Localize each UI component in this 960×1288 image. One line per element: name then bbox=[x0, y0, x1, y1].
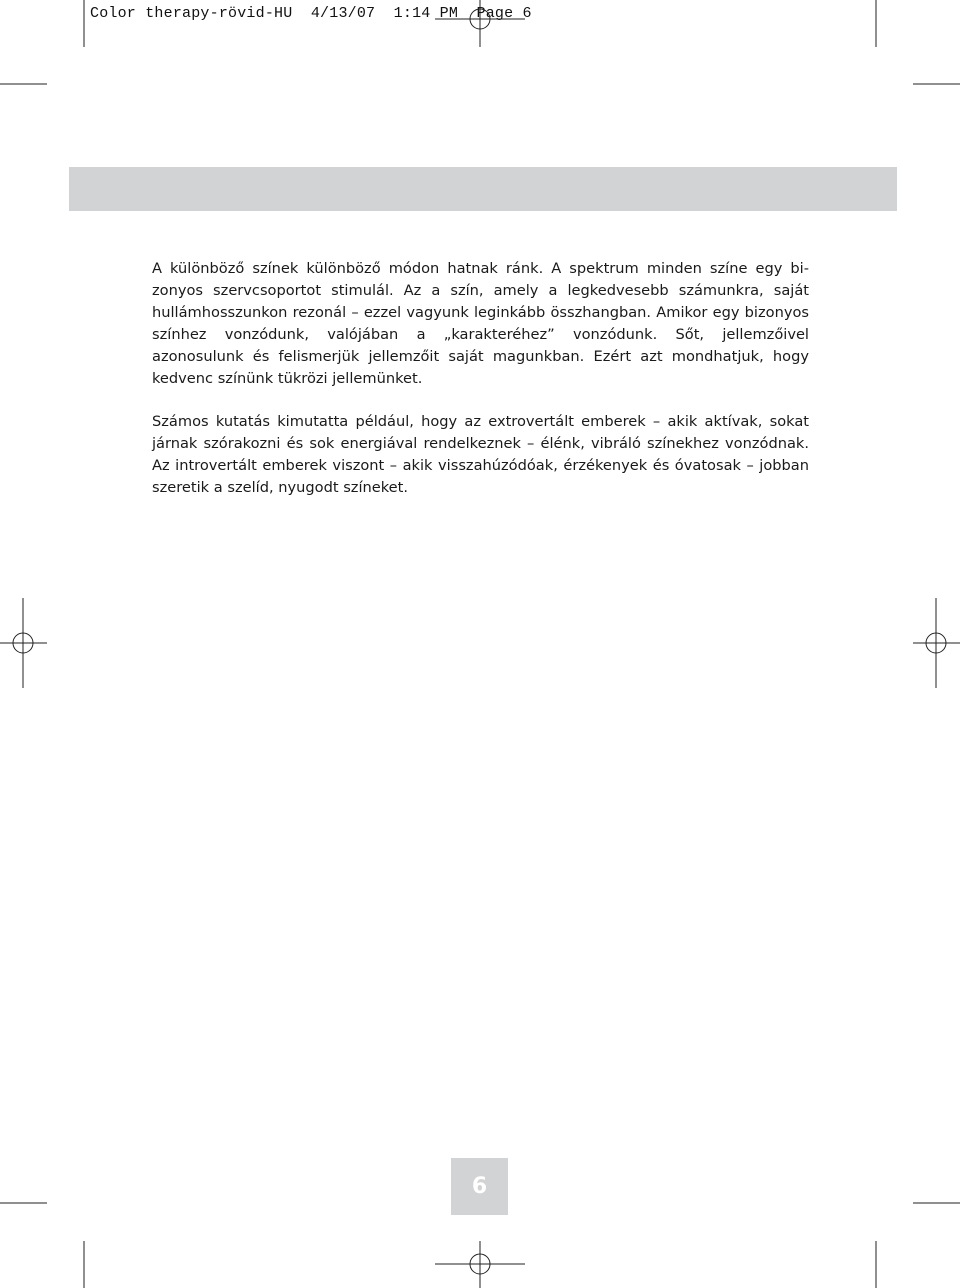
registration-mark-bottom bbox=[435, 1241, 525, 1288]
registration-mark-left bbox=[0, 598, 47, 688]
slug-page-label: Page 6 bbox=[476, 5, 532, 22]
slug-filename: Color therapy-rövid-HU bbox=[90, 5, 293, 22]
paragraph-1: A különböző színek különböző módon hatnak ránk. A spektrum minden színe egy bizonyos szervcsoportot stimulál. Az a szín, amely a legkedvesebb számunkra, saját hullámhosszunkon rezonál – ezzel vagyunk leginkább összhangban. Amikor egy bizonyos színhez vonzódunk, valójában a „karakteréhez” vonzódunk. Sőt, jellemzőivel azonosulunk és felismerjük jellemzőit saját magunkban. Ezért azt mondhatjuk, hogy kedvenc színünk tükrözi jellemünket. bbox=[152, 260, 809, 387]
page-number: 6 bbox=[471, 1174, 488, 1199]
slug-time: 1:14 PM bbox=[393, 5, 459, 22]
page-number-box bbox=[451, 1158, 508, 1215]
registration-mark-top bbox=[435, 0, 525, 47]
slug-date: 4/13/07 bbox=[310, 5, 376, 22]
body-text bbox=[152, 258, 809, 521]
registration-mark-right bbox=[913, 598, 960, 688]
header-gray-bar bbox=[69, 167, 897, 211]
paragraph-2: Számos kutatás kimutatta például, hogy az extrovertált emberek – akik aktívak, sokat járnak szórakozni és sok energiával rendelkeznek – élénk, vibráló színekhez vonzódnak. Az introvertált emberek viszont – akik visszahúzódóak, érzékenyek és óvatosak – jobban szeretik a szelíd, nyugodt színeket. bbox=[152, 413, 809, 497]
